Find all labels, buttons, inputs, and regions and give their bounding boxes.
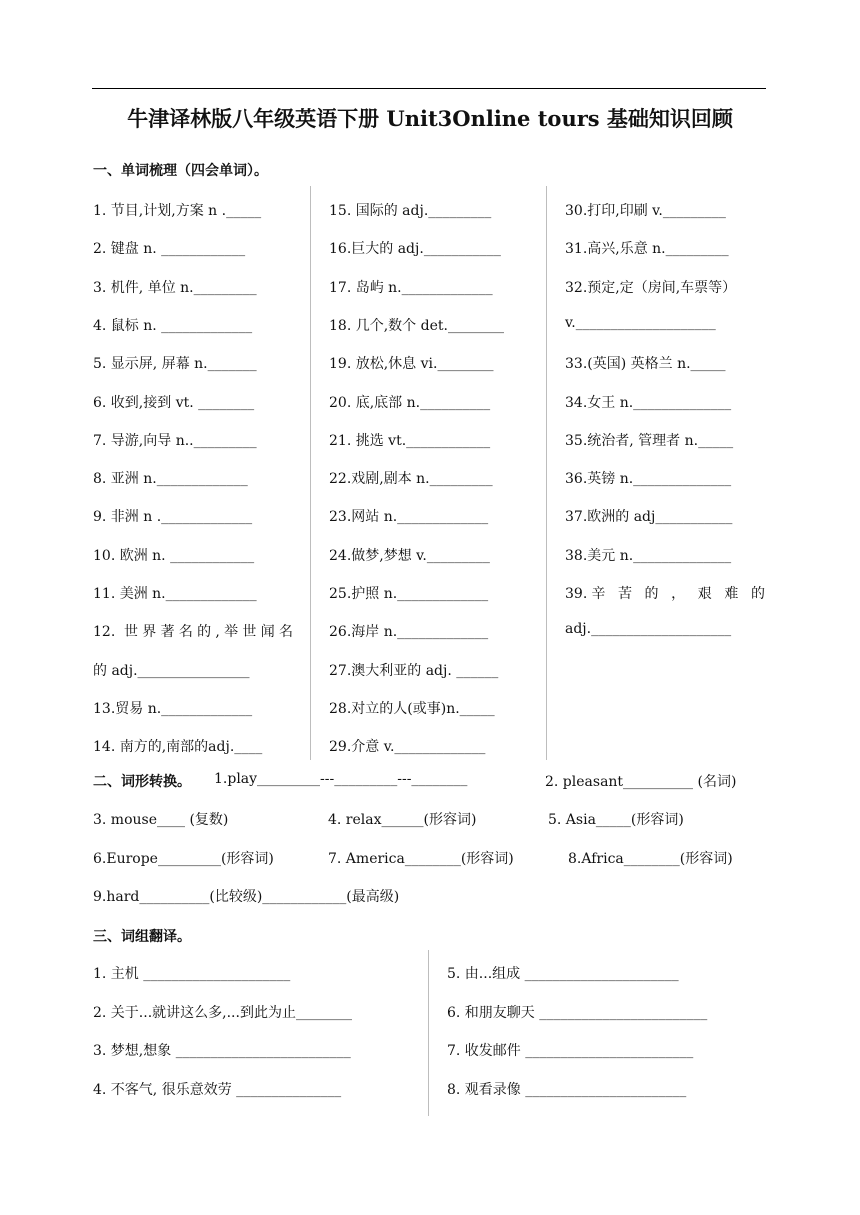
word-item: 38.美元 n.______________ bbox=[565, 547, 732, 564]
word-item: 2. 关于...就讲这么多,...到此为止________ bbox=[93, 1004, 352, 1021]
word-item: 14. 南方的,南部的adj.____ bbox=[93, 739, 263, 756]
word-item: 28.对立的人(或事)n._____ bbox=[329, 700, 495, 717]
word-item: 31.高兴,乐意 n._________ bbox=[565, 241, 729, 258]
page-title: 牛津译林版八年级英语下册 Unit3Online tours 基础知识回顾 bbox=[127, 106, 733, 131]
word-item: 24.做梦,梦想 v._________ bbox=[329, 547, 490, 564]
word-item: 1. 节目,计划,方案 n ._____ bbox=[93, 203, 262, 219]
conversion-item: 8.Africa________(形容词) bbox=[568, 851, 733, 867]
column-divider bbox=[546, 186, 547, 760]
word-item: 9. 非洲 n ._____________ bbox=[93, 509, 253, 526]
word-item: 16.巨大的 adj.___________ bbox=[329, 241, 501, 258]
column-divider bbox=[310, 186, 311, 760]
word-item: 26.海岸 n._____________ bbox=[329, 624, 489, 641]
word-item: 6. 和朋友聊天 ________________________ bbox=[447, 1004, 708, 1021]
conversion-item: 9.hard__________(比较级)____________(最高级) bbox=[93, 889, 400, 905]
word-item: 3. 机件, 单位 n._________ bbox=[93, 279, 257, 296]
word-item: 6. 收到,接到 vt. ________ bbox=[93, 394, 255, 411]
word-item: 1. 主机 _____________________ bbox=[93, 966, 291, 982]
word-item: 18. 几个,数个 det.________ bbox=[329, 317, 504, 334]
word-item: 36.英镑 n.______________ bbox=[565, 471, 732, 488]
column-divider bbox=[428, 950, 429, 1116]
word-item: adj.____________________ bbox=[565, 621, 732, 638]
word-item: 7. 收发邮件 ________________________ bbox=[447, 1043, 694, 1059]
word-item: 13.贸易 n._____________ bbox=[93, 700, 253, 717]
word-item: 25.护照 n._____________ bbox=[329, 586, 489, 602]
word-item: 20. 底,底部 n.__________ bbox=[329, 394, 491, 411]
word-item: 39.辛 苦 的 ， 艰 难 的 bbox=[565, 586, 765, 602]
word-item: 11. 美洲 n._____________ bbox=[93, 586, 257, 602]
conversion-item: 2. pleasant__________ (名词) bbox=[545, 774, 737, 790]
header-rule bbox=[92, 88, 766, 89]
conversion-item: 3. mouse____ (复数) bbox=[93, 812, 229, 828]
word-item: 15. 国际的 adj._________ bbox=[329, 203, 492, 219]
word-item: 29.介意 v._____________ bbox=[329, 739, 486, 756]
word-item: 23.网站 n._____________ bbox=[329, 509, 489, 526]
word-item: 22.戏剧,剧本 n._________ bbox=[329, 471, 493, 488]
word-item: 4. 鼠标 n. _____________ bbox=[93, 317, 253, 334]
section2-heading: 二、词形转换。 bbox=[93, 774, 191, 790]
word-item: 37.欧洲的 adj___________ bbox=[565, 509, 733, 526]
word-item: 12. 世界著名的,举世闻名 bbox=[93, 624, 293, 641]
conversion-item: 1.play_________---_________---________ bbox=[214, 771, 468, 787]
word-item: 21. 挑选 vt.____________ bbox=[329, 432, 491, 449]
word-item: 的 adj.________________ bbox=[93, 662, 250, 679]
word-item: 35.统治者, 管理者 n._____ bbox=[565, 432, 734, 449]
word-item: v.____________________ bbox=[565, 314, 716, 331]
word-item: 2. 键盘 n. ____________ bbox=[93, 241, 246, 258]
word-item: 19. 放松,休息 vi.________ bbox=[329, 356, 494, 373]
word-item: 34.女王 n.______________ bbox=[565, 394, 732, 411]
word-item: 27.澳大利亚的 adj. ______ bbox=[329, 662, 499, 679]
word-item: 17. 岛屿 n._____________ bbox=[329, 279, 493, 296]
conversion-item: 7. America________(形容词) bbox=[328, 851, 514, 867]
word-item: 5. 显示屏, 屏幕 n._______ bbox=[93, 356, 257, 373]
section1-heading: 一、单词梳理（四会单词）。 bbox=[93, 163, 268, 179]
word-item: 3. 梦想,想象 _________________________ bbox=[93, 1043, 351, 1059]
word-item: 7. 导游,向导 n.._________ bbox=[93, 432, 257, 449]
word-item: 8. 亚洲 n._____________ bbox=[93, 471, 248, 488]
conversion-item: 5. Asia_____(形容词) bbox=[548, 812, 684, 828]
word-item: 5. 由...组成 ______________________ bbox=[447, 966, 679, 982]
word-item: 30.打印,印刷 v._________ bbox=[565, 203, 726, 219]
word-item: 4. 不客气, 很乐意效劳 _______________ bbox=[93, 1081, 342, 1098]
section3-heading: 三、词组翻译。 bbox=[93, 929, 191, 945]
word-item: 32.预定,定（房间,车票等） bbox=[565, 279, 737, 296]
word-item: 33.(英国) 英格兰 n._____ bbox=[565, 356, 726, 373]
word-item: 8. 观看录像 _______________________ bbox=[447, 1081, 687, 1098]
word-item: 10. 欧洲 n. ____________ bbox=[93, 547, 255, 564]
conversion-item: 4. relax______(形容词) bbox=[328, 812, 477, 828]
conversion-item: 6.Europe_________(形容词) bbox=[93, 851, 274, 867]
